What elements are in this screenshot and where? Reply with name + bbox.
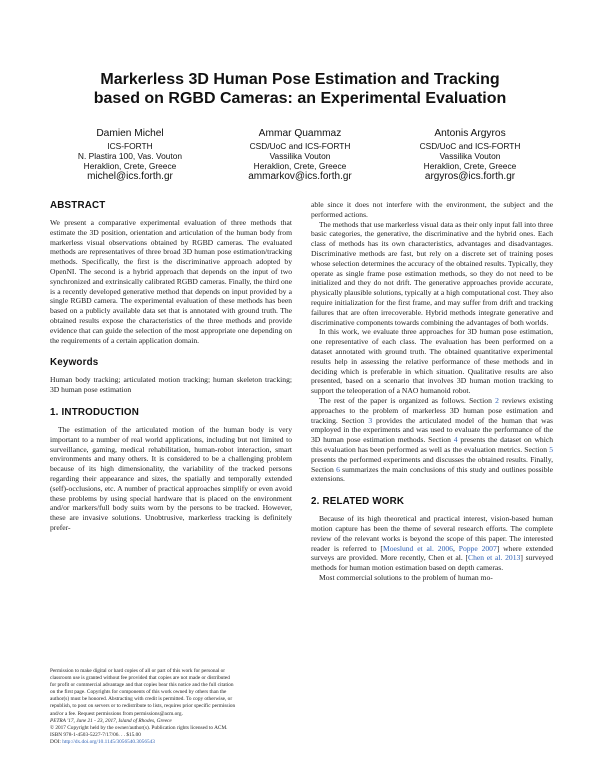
- introduction-paragraph: The estimation of the articulated motion of the human body is very important to a number of real world applications, including but not limited to surveillance, gaming, medical rehabilitation, human-robot interaction, smart environments and many others. It is considered to be a challenging problem because of its high dimensionality, the variability of the tracked persons regarding their appearance and sizes, the spatially and temporally extended (self)-occlusions, etc. A number of practical approaches simplify or even avoid these problems by using special hardware that is placed on the environment and/or markers/full body suits worn by the persons to be tracked. However, these are invasive solutions. Unobtrusive, markerless tracking is definitely prefer-: [50, 424, 292, 532]
- abstract-text: We present a comparative experimental evaluation of three methods that estimate the 3D position, orientation and articulation of the human body from markerless visual observations obtained by RGBD cameras. The evaluated methods are representatives of three broad 3D human pose estimation/tracking methods. Specifically, the first is the discriminative approach adopted by OpenNI. The second is a hybrid approach that depends on the input of two synchronized and extrinsically calibrated RGBD cameras. Finally, the third one is a recently developed generative method that depends on input provided by a single RGBD camera. The experimental evaluation of these methods has been based on a publicly available data set that is annotated with ground truth. The obtained results expose the characteristics of the three methods and provide evidence that can guide the selection of the most appropriate one depending on the requirements of a certain application domain.: [50, 218, 292, 345]
- conference-info: PETRA '17, June 21 - 23, 2017, Island of Rhodes, Greece: [50, 717, 172, 724]
- organization-paragraph: The rest of the paper is organized as follows. Section 2 reviews existing approaches to the problem of markerless 3D human pose estimation and tracking. Section 3 provides the articulated model of the human that was employed in the experiments and was used to evaluate the performance of the 3D human pose estimation methods. Section 4 presents the dataset on which this evaluation has been performed as well as the evaluation metrics. Section 5 presents the performed experiments and discusses the obtained results. Finally, Section 6 summarizes the main conclusions of this study and outlines possible extensions.: [311, 395, 553, 484]
- author-email[interactable]: argyros@ics.forth.gr: [424, 171, 516, 182]
- paper-title: [40, 70, 560, 108]
- author-affiliation: ICS-FORTH: [107, 141, 153, 151]
- author-email[interactable]: ammarkov@ics.forth.gr: [248, 171, 352, 182]
- citation-link[interactable]: Moeslund et al. 2006: [382, 543, 453, 553]
- doi-label: DOI:: [50, 738, 61, 745]
- body-paragraph: In this work, we evaluate three approaches for 3D human pose estimation, one representative of each class. The evaluation has been performed on a dataset annotated with ground truth. The obtained quantitative experimental results help in assessing the relative performance of these methods and in deciding which is preferable in which situation. Qualitative results are also presented, based on a scenario that involves 3D human motion tracking to support the teleoperation of a NAO humanoid robot.: [311, 327, 553, 396]
- section-ref-3[interactable]: 3: [368, 415, 373, 425]
- body-paragraph: Most commercial solutions to the problem of human mo-: [319, 572, 493, 582]
- author-affiliation: CSD/UoC and ICS-FORTH: [419, 141, 521, 151]
- keywords-text: Human body tracking; articulated motion tracking; human skeleton tracking; 3D human pose estimation: [50, 375, 292, 395]
- permission-line: Permission to make digital or hard copies of all or part of this work for personal or: [50, 668, 226, 674]
- permission-line: on the first page. Copyrights for components of this work owned by others than the: [50, 689, 227, 696]
- permission-line: and/or a fee. Request permissions from permissions@acm.org.: [50, 710, 183, 717]
- author-address: Vassilika Vouton: [269, 151, 331, 161]
- author-location: Heraklion, Crete, Greece: [83, 161, 177, 171]
- right-column: [311, 200, 553, 583]
- section-ref-2[interactable]: 2: [495, 395, 499, 405]
- isbn: ISBN 978-1-4503-5227-7/17/06. . . $15.00: [50, 731, 141, 738]
- author-location: Heraklion, Crete, Greece: [423, 161, 517, 171]
- permission-line: republish, to post on servers or to redistribute to lists, requires prior specific permission: [50, 703, 236, 710]
- author-affiliation: CSD/UoC and ICS-FORTH: [249, 141, 351, 151]
- author-email[interactable]: michel@ics.forth.gr: [87, 171, 173, 182]
- permission-line: classroom use is granted without fee provided that copies are not made or distributed: [50, 675, 230, 682]
- section-ref-6[interactable]: 6: [336, 464, 340, 474]
- doi-link[interactable]: http://dx.doi.org/10.1145/3056540.3056543: [62, 738, 155, 745]
- author-2: [210, 128, 390, 182]
- author-name: Ammar Quammaz: [258, 128, 342, 139]
- author-1: [40, 128, 220, 182]
- author-address: N. Plastira 100, Vas. Vouton: [77, 151, 183, 161]
- related-work-heading: 2. RELATED WORK: [311, 496, 405, 508]
- introduction-heading: 1. INTRODUCTION: [50, 406, 139, 418]
- citation-link[interactable]: Poppe 2007: [458, 543, 497, 553]
- abstract-heading: ABSTRACT: [50, 200, 106, 211]
- related-work-paragraph: Because of its high theoretical and practical interest, vision-based human motion capture has been the theme of several research efforts. The complete review of the relevant works is beyond the scope of this paper. The interested reader is referred to [Moeslund et al. 2006, Poppe 2007] where extended surveys are provided. More recently, Chen et al. [Chen et al. 2013] surveyed methods for human motion estimation based on depth cameras.: [311, 514, 553, 573]
- permission-line: for profit or commercial advantage and that copies bear this notice and the full citation: [50, 682, 234, 689]
- section-ref-5[interactable]: 5: [549, 444, 553, 454]
- citation-link[interactable]: Chen et al. 2013: [468, 553, 521, 563]
- copyright-notice: © 2017 Copyright held by the owner/author(s). Publication rights licensed to ACM.: [50, 724, 228, 731]
- author-location: Heraklion, Crete, Greece: [253, 161, 347, 171]
- author-3: [380, 128, 560, 182]
- left-column: [50, 200, 292, 533]
- section-ref-4[interactable]: 4: [453, 435, 458, 445]
- author-address: Vassilika Vouton: [439, 151, 501, 161]
- keywords-heading: Keywords: [50, 357, 99, 369]
- title-line-1: Markerless 3D Human Pose Estimation and Tracking: [100, 71, 500, 88]
- author-name: Damien Michel: [96, 128, 164, 139]
- permission-line: author(s) must be honored. Abstracting with credit is permitted. To copy otherwise, or: [50, 696, 233, 703]
- title-line-2: based on RGBD Cameras: an Experimental Evaluation: [93, 90, 507, 107]
- intro-continuation: able since it does not interfere with the environment, the subject and the performed actions.: [311, 200, 553, 219]
- doi-line: [50, 739, 292, 746]
- author-name: Antonis Argyros: [434, 128, 506, 139]
- permission-footnote: [50, 668, 292, 746]
- body-paragraph: The methods that use markerless visual data as their only input fall into three basic categories, the generative, the discriminative and the hybrid ones. Each class of methods has its own characteristics, advantages and disadvantages. Discriminative methods are fast, but rely on a discrete set of training poses whose selection determines the accuracy of the obtained results. Typically, they operate as single frame pose estimation methods, so they do not need to be initialized and they do not drift. The generative approaches provide accurate, physically plausible solutions, typically at a high computational cost. They also require initialization for the first frame, and may suffer from drift and tracking failures that are often irrecoverable. Hybrid methods integrate generative and discriminative components towards combining the advantages of both worlds.: [311, 219, 553, 327]
